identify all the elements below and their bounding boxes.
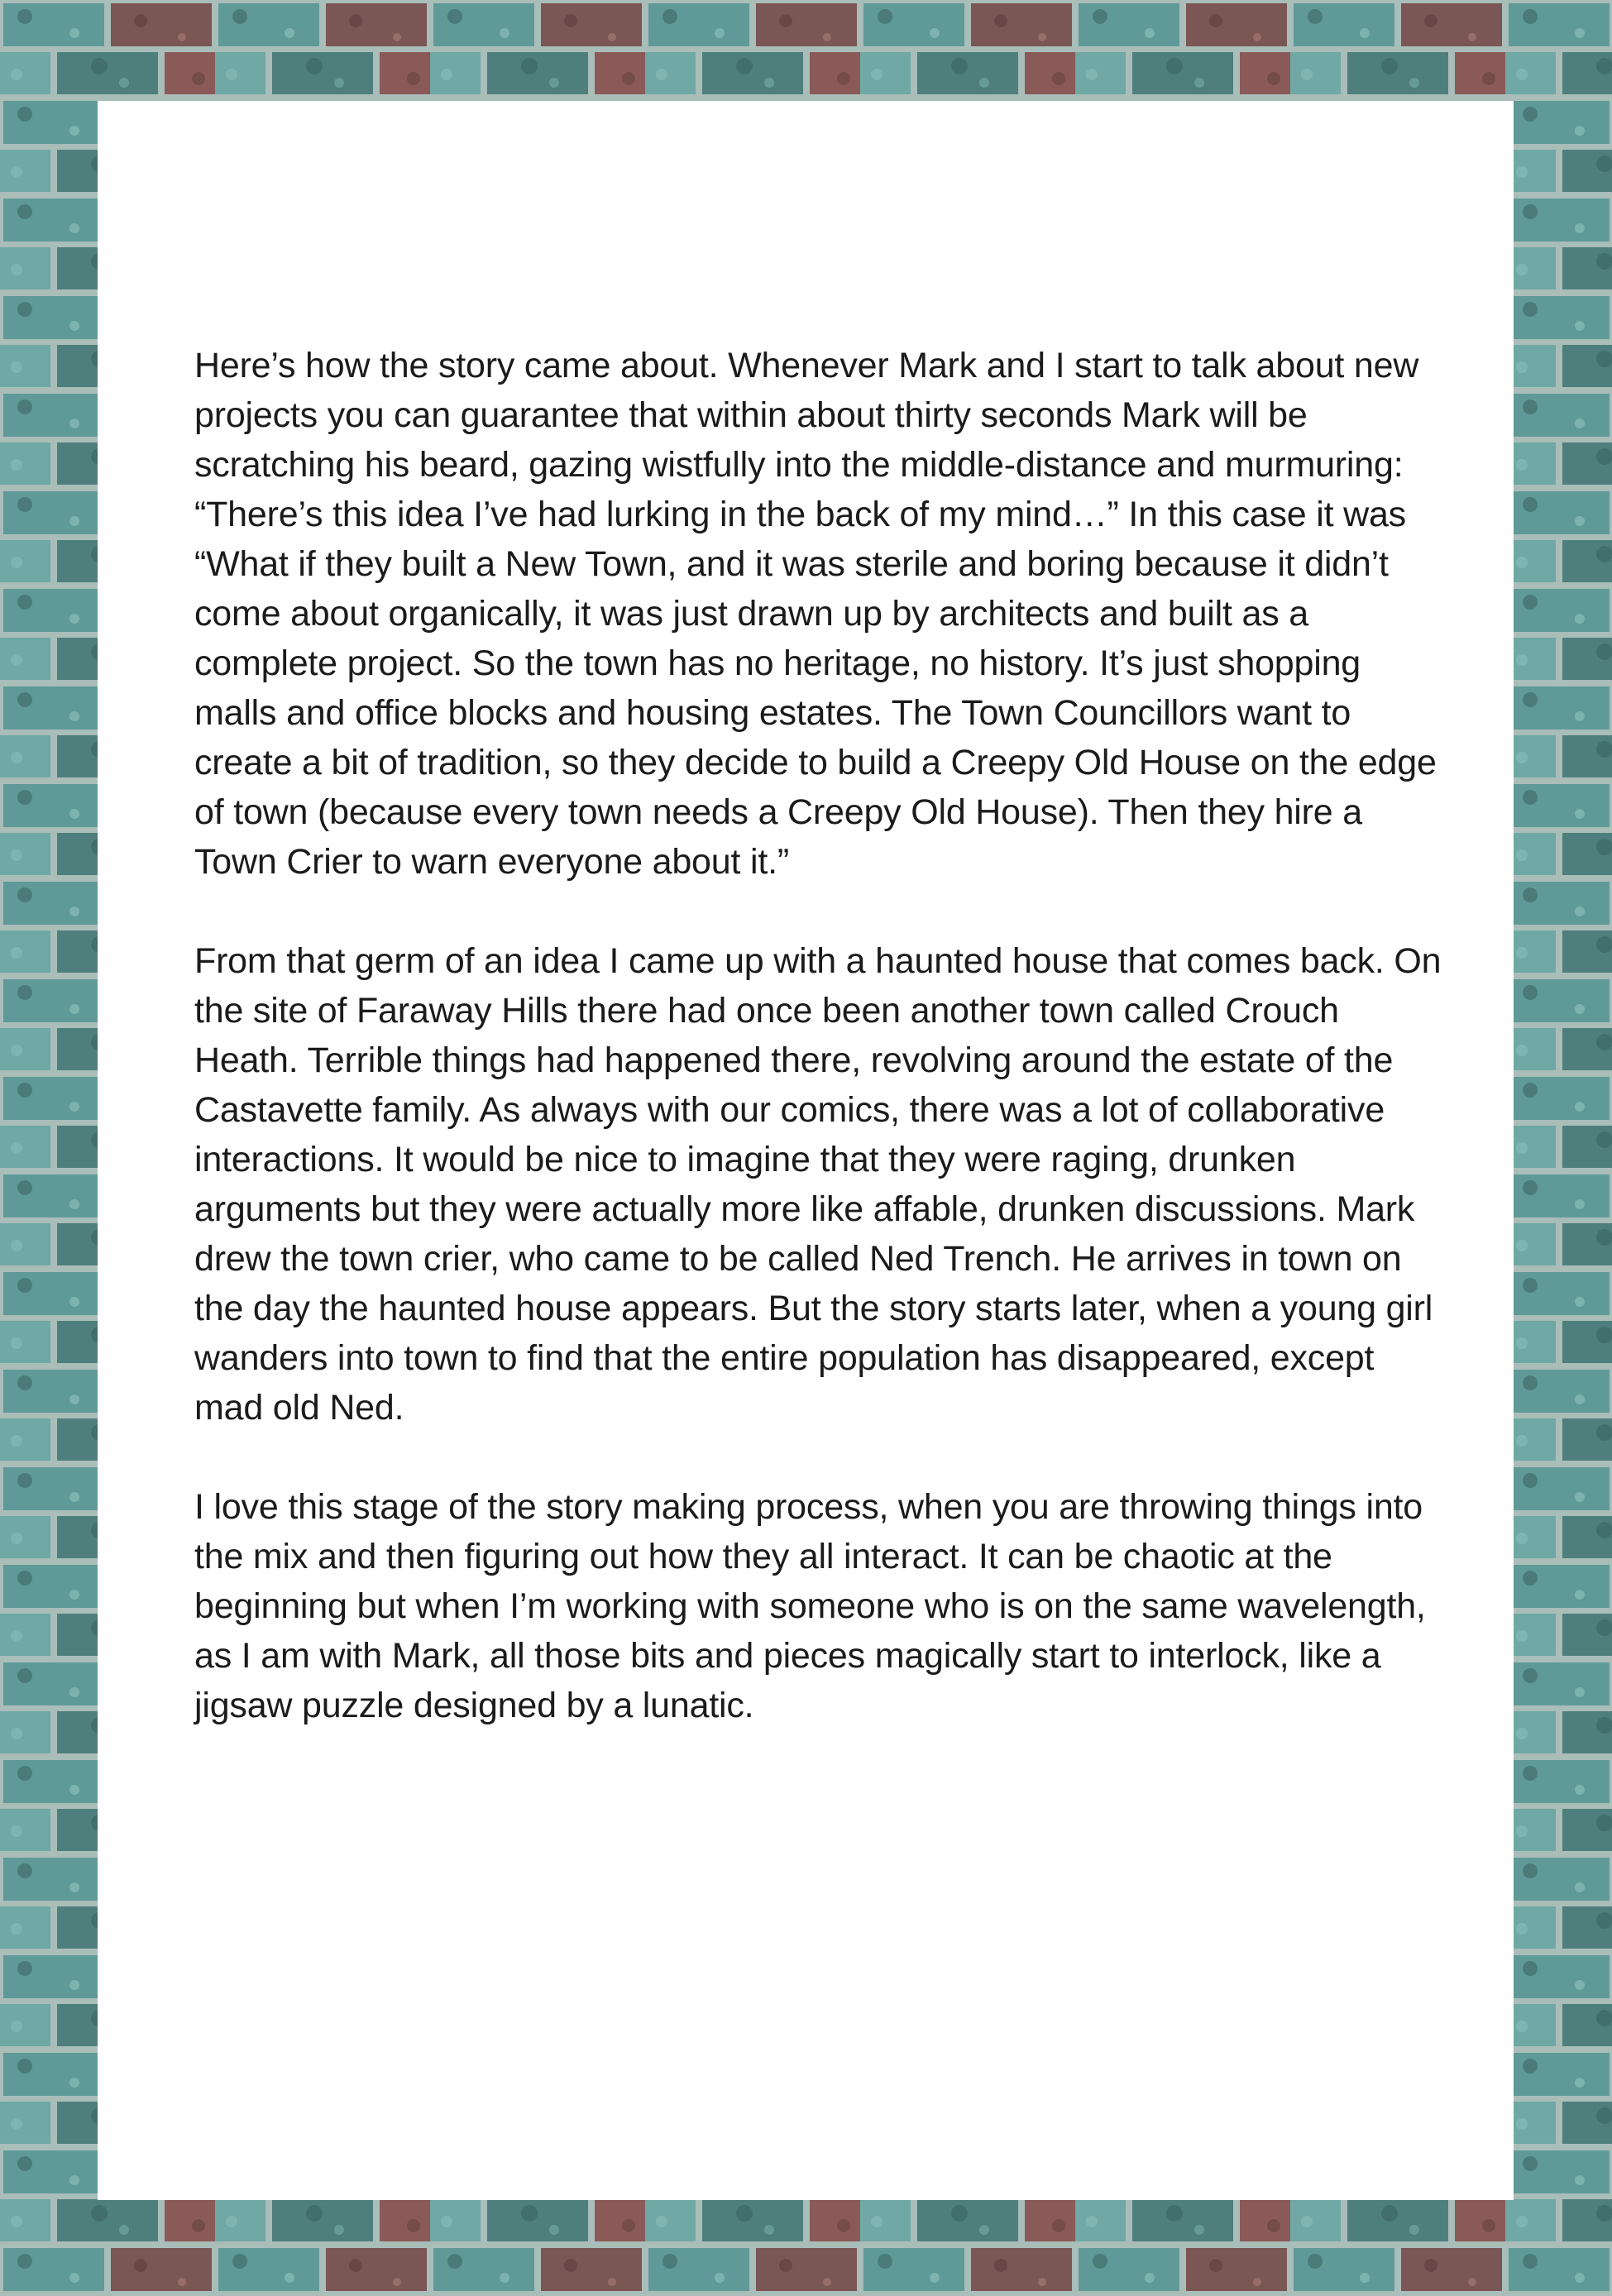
paragraph-2: From that germ of an idea I came up with a haunted house that comes back. On the site of Faraway Hills there had once been another town called Crouch Heath. Terrible things had happened there, revolving around the estate of the Castavette family. As always with our comics, there was a lot of collaborative interactions. It would be nice to imagine that they were raging, drunken arguments but they were actually more like affable, drunken discussions. Mark drew the town crier, who came to be called Ned Trench. He arrives in town on the day the haunted house appears. But the story starts later, when a young girl wanders into town to find that the entire population has disappeared, except mad old Ned. bbox=[194, 941, 1442, 1428]
text-page bbox=[98, 101, 1514, 2200]
paragraph-1: Here’s how the story came about. Whenever Mark and I start to talk about new projects you can guarantee that within about thirty seconds Mark will be scratching his beard, gazing wistfully into the middle-distance and murmuring: “There’s this idea I’ve had lurking in the back of my mind…” In this case it was “What if they built a New Town, and it was sterile and boring because it didn’t come about organically, it was just drawn up by architects and built as a complete project. So the town has no heritage, no history. It’s just shopping malls and office blocks and housing estates. The Town Councillors want to create a bit of tradition, so they decide to build a Creepy Old House on the edge of town (because every town needs a Creepy Old House). Then they hire a Town Crier to warn everyone about it.” bbox=[194, 346, 1437, 882]
article-body bbox=[194, 341, 1452, 1780]
paragraph-3: I love this stage of the story making process, when you are throwing things into the mix and then figuring out how they all interact. It can be chaotic at the beginning but when I’m working with someone who is on the same wavelength, as I am with Mark, all those bits and pieces magically start to interlock, like a jigsaw puzzle designed by a lunatic. bbox=[194, 1487, 1426, 1725]
